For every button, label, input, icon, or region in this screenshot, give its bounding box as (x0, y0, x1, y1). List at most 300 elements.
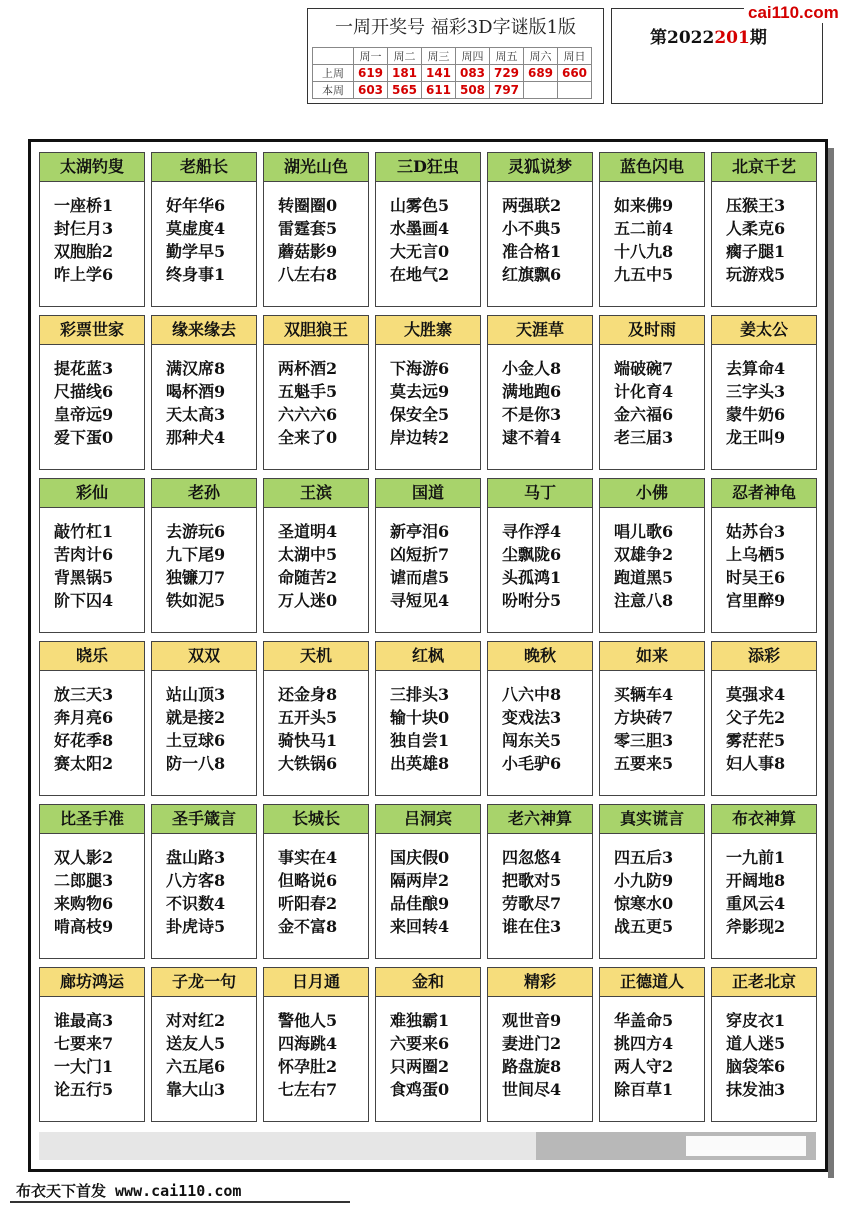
riddle-lines (712, 345, 816, 449)
riddle-line: 零三胆3 (614, 731, 674, 750)
riddle-card (599, 152, 705, 307)
riddle-line: 隔两岸2 (390, 871, 450, 890)
riddle-line: 六六六6 (278, 405, 338, 424)
draw-number: 181 (388, 65, 422, 82)
riddle-line: 还金身8 (278, 685, 338, 704)
draw-number (524, 82, 558, 99)
riddle-line: 食鸡蛋0 (390, 1080, 450, 1099)
draw-number: 729 (490, 65, 524, 82)
riddle-card (375, 804, 481, 959)
riddle-card (487, 152, 593, 307)
riddle-card (263, 152, 369, 307)
riddle-line: 五开头5 (278, 708, 338, 727)
riddle-line: 买辆车4 (614, 685, 674, 704)
riddle-line: 全来了0 (278, 428, 338, 447)
riddle-line: 骑快马1 (278, 731, 338, 750)
riddle-line: 八左右8 (278, 265, 338, 284)
riddle-line: 水墨画4 (390, 219, 450, 238)
riddle-card (151, 478, 257, 633)
riddle-card (39, 478, 145, 633)
riddle-lines (40, 997, 144, 1101)
riddle-card (487, 967, 593, 1122)
riddle-line: 满汉席8 (166, 359, 226, 378)
riddle-line: 八六中8 (502, 685, 562, 704)
riddle-line: 六五尾6 (166, 1057, 226, 1076)
riddle-card (599, 641, 705, 796)
riddle-line: 不是你3 (502, 405, 562, 424)
riddle-line: 一九前1 (726, 848, 786, 867)
riddle-lines (712, 671, 816, 775)
weekly-results-title: 一周开奖号 福彩3D字谜版1版 (334, 17, 577, 38)
riddle-line: 盘山路3 (166, 848, 226, 867)
riddle-lines (488, 997, 592, 1101)
riddle-lines (488, 508, 592, 612)
riddle-card-author: 大胜寨 (376, 316, 480, 345)
riddle-line: 两杯酒2 (278, 359, 338, 378)
riddle-line: 独镰刀7 (166, 568, 226, 587)
frame-shadow (828, 148, 834, 1178)
riddle-card (711, 804, 817, 959)
draw-number: 083 (456, 65, 490, 82)
riddle-lines (376, 997, 480, 1101)
riddle-lines (40, 671, 144, 775)
riddle-card (711, 478, 817, 633)
riddle-card-author: 国道 (376, 479, 480, 508)
riddle-line: 瘸子腿1 (726, 242, 786, 261)
riddle-card-author: 子龙一句 (152, 968, 256, 997)
riddle-card-author: 小佛 (600, 479, 704, 508)
riddle-line: 跑道黑5 (614, 568, 674, 587)
riddle-line: 方块砖7 (614, 708, 674, 727)
riddle-card-author: 天机 (264, 642, 368, 671)
riddle-lines (264, 834, 368, 938)
riddle-card-author: 彩仙 (40, 479, 144, 508)
riddle-line: 敲竹杠1 (54, 522, 114, 541)
riddle-line: 一大门1 (54, 1057, 114, 1076)
riddle-line: 凶短折7 (390, 545, 450, 564)
riddle-card (599, 967, 705, 1122)
riddle-line: 挑四方4 (614, 1034, 674, 1053)
riddle-line: 下海游6 (390, 359, 450, 378)
riddle-lines (264, 182, 368, 286)
riddle-line: 惊寒水0 (614, 894, 674, 913)
riddle-card-author: 及时雨 (600, 316, 704, 345)
riddle-line: 但略说6 (278, 871, 338, 890)
riddle-card-author: 灵狐说梦 (488, 153, 592, 182)
riddle-line: 小不典5 (502, 219, 562, 238)
riddle-lines (264, 508, 368, 612)
riddle-card-author: 老孙 (152, 479, 256, 508)
riddle-card-author: 正老北京 (712, 968, 816, 997)
riddle-line: 小毛驴6 (502, 754, 562, 773)
riddle-line: 雾茫茫5 (726, 731, 786, 750)
riddle-line: 出英雄8 (390, 754, 450, 773)
riddle-card (599, 804, 705, 959)
riddle-line: 圣道明4 (278, 522, 338, 541)
riddle-line: 品佳酿9 (390, 894, 450, 913)
riddle-line: 闯东关5 (502, 731, 562, 750)
riddle-lines (264, 997, 368, 1101)
riddle-line: 观世音9 (502, 1011, 562, 1030)
riddle-line: 双胞胎2 (54, 242, 114, 261)
riddle-line: 山雾色5 (390, 196, 450, 215)
riddle-lines (376, 345, 480, 449)
riddle-card-author: 忍者神龟 (712, 479, 816, 508)
riddle-line: 输十块0 (390, 708, 450, 727)
riddle-line: 万人迷0 (278, 591, 338, 610)
riddle-line: 放三天3 (54, 685, 114, 704)
riddle-card (263, 641, 369, 796)
riddle-lines (40, 182, 144, 286)
riddle-line: 封仨月3 (54, 219, 114, 238)
riddle-line: 那种犬4 (166, 428, 226, 447)
riddle-line: 终身事1 (166, 265, 226, 284)
riddle-lines (712, 182, 816, 286)
riddle-lines (488, 671, 592, 775)
riddle-line: 蘑菇影9 (278, 242, 338, 261)
riddle-line: 路盘旋8 (502, 1057, 562, 1076)
riddle-card (487, 804, 593, 959)
riddle-card-author: 姜太公 (712, 316, 816, 345)
riddle-card-author: 晚秋 (488, 642, 592, 671)
riddle-line: 双人影2 (54, 848, 114, 867)
riddle-line: 上乌栖5 (726, 545, 786, 564)
riddle-grid (39, 152, 819, 1130)
riddle-line: 莫强求4 (726, 685, 786, 704)
riddle-line: 四海跳4 (278, 1034, 338, 1053)
riddle-line: 妇人事8 (726, 754, 786, 773)
riddle-line: 保安全5 (390, 405, 450, 424)
riddle-lines (152, 671, 256, 775)
this-week-row (313, 82, 592, 99)
draw-number (558, 82, 592, 99)
riddle-line: 双雄争2 (614, 545, 674, 564)
riddle-line: 对对红2 (166, 1011, 226, 1030)
riddle-line: 满地跑6 (502, 382, 562, 401)
riddle-lines (376, 671, 480, 775)
riddle-card-author: 王滨 (264, 479, 368, 508)
riddle-board (28, 139, 828, 1172)
riddle-card-author: 长城长 (264, 805, 368, 834)
riddle-line: 寻短见4 (390, 591, 450, 610)
riddle-lines (152, 345, 256, 449)
riddle-line: 命随苦2 (278, 568, 338, 587)
riddle-card (487, 641, 593, 796)
riddle-line: 只两圈2 (390, 1057, 450, 1076)
site-logo: cai110.com (744, 3, 843, 23)
riddle-card-author: 廊坊鸿运 (40, 968, 144, 997)
riddle-card-author: 如来 (600, 642, 704, 671)
riddle-card-author: 三D狂虫 (376, 153, 480, 182)
riddle-line: 父子先2 (726, 708, 786, 727)
riddle-card (375, 478, 481, 633)
weekly-results-table (312, 47, 592, 99)
riddle-card (375, 967, 481, 1122)
riddle-line: 莫去远9 (390, 382, 450, 401)
draw-number: 611 (422, 82, 456, 99)
riddle-line: 防一八8 (166, 754, 226, 773)
riddle-line: 新亭泪6 (390, 522, 450, 541)
riddle-line: 国庆假0 (390, 848, 450, 867)
last-week-row (313, 65, 592, 82)
riddle-lines (600, 997, 704, 1101)
riddle-line: 姑苏台3 (726, 522, 786, 541)
riddle-lines (600, 345, 704, 449)
riddle-line: 就是接2 (166, 708, 226, 727)
issue-number: 第2022201期 (650, 28, 767, 48)
riddle-card (599, 478, 705, 633)
riddle-line: 十八九8 (614, 242, 674, 261)
riddle-card (263, 478, 369, 633)
riddle-line: 蒙牛奶6 (726, 405, 786, 424)
riddle-line: 妻进门2 (502, 1034, 562, 1053)
riddle-line: 注意八8 (614, 591, 674, 610)
riddle-card (151, 315, 257, 470)
riddle-card (375, 641, 481, 796)
riddle-line: 铁如泥5 (166, 591, 226, 610)
riddle-line: 站山顶3 (166, 685, 226, 704)
riddle-line: 重风云4 (726, 894, 786, 913)
day-header: 周日 (558, 48, 592, 65)
draw-number: 508 (456, 82, 490, 99)
riddle-card (39, 315, 145, 470)
this-week-label: 本周 (313, 82, 354, 99)
riddle-line: 尘飘陇6 (502, 545, 562, 564)
riddle-line: 尺描线6 (54, 382, 114, 401)
riddle-line: 皇帝远9 (54, 405, 114, 424)
riddle-line: 三排头3 (390, 685, 450, 704)
riddle-line: 三字头3 (726, 382, 786, 401)
riddle-card (151, 641, 257, 796)
riddle-line: 劳歌尽7 (502, 894, 562, 913)
riddle-line: 穿皮衣1 (726, 1011, 786, 1030)
riddle-line: 苦肉计6 (54, 545, 114, 564)
riddle-lines (712, 508, 816, 612)
riddle-line: 玩游戏5 (726, 265, 786, 284)
riddle-lines (376, 508, 480, 612)
footer-underline (10, 1201, 350, 1203)
riddle-lines (600, 834, 704, 938)
riddle-card-author: 彩票世家 (40, 316, 144, 345)
riddle-line: 脑袋笨6 (726, 1057, 786, 1076)
riddle-line: 事实在4 (278, 848, 338, 867)
riddle-card-author: 双双 (152, 642, 256, 671)
riddle-lines (712, 997, 816, 1101)
riddle-line: 除百草1 (614, 1080, 674, 1099)
riddle-card-author: 红枫 (376, 642, 480, 671)
riddle-line: 勤学早5 (166, 242, 226, 261)
riddle-lines (488, 182, 592, 286)
riddle-card (599, 315, 705, 470)
riddle-card (711, 315, 817, 470)
riddle-line: 来回转4 (390, 917, 450, 936)
riddle-line: 谁最高3 (54, 1011, 114, 1030)
riddle-card (39, 967, 145, 1122)
riddle-line: 小九防9 (614, 871, 674, 890)
riddle-card-author: 老船长 (152, 153, 256, 182)
riddle-line: 端破碗7 (614, 359, 674, 378)
riddle-line: 喝杯酒9 (166, 382, 226, 401)
riddle-line: 土豆球6 (166, 731, 226, 750)
riddle-line: 压猴王3 (726, 196, 786, 215)
riddle-line: 五要来5 (614, 754, 674, 773)
riddle-line: 唱儿歌6 (614, 522, 674, 541)
riddle-line: 二郎腿3 (54, 871, 114, 890)
day-header: 周二 (388, 48, 422, 65)
riddle-card-author: 老六神算 (488, 805, 592, 834)
riddle-line: 咋上学6 (54, 265, 114, 284)
riddle-line: 提花蓝3 (54, 359, 114, 378)
riddle-line: 转圈圈0 (278, 196, 338, 215)
riddle-line: 八方客8 (166, 871, 226, 890)
draw-number: 603 (354, 82, 388, 99)
riddle-line: 爱下蛋0 (54, 428, 114, 447)
riddle-line: 靠大山3 (166, 1080, 226, 1099)
riddle-card-author: 蓝色闪电 (600, 153, 704, 182)
riddle-line: 抹发油3 (726, 1080, 786, 1099)
riddle-line: 雷霆套5 (278, 219, 338, 238)
riddle-lines (40, 834, 144, 938)
riddle-line: 背黑锅5 (54, 568, 114, 587)
riddle-line: 好花季8 (54, 731, 114, 750)
issue-number-highlight: 201 (714, 28, 750, 48)
riddle-line: 听阳春2 (278, 894, 338, 913)
riddle-card (711, 152, 817, 307)
riddle-card (263, 967, 369, 1122)
riddle-card-author: 布衣神算 (712, 805, 816, 834)
riddle-line: 把歌对5 (502, 871, 562, 890)
riddle-card-author: 太湖钓叟 (40, 153, 144, 182)
riddle-lines (600, 671, 704, 775)
riddle-line: 计化育4 (614, 382, 674, 401)
riddle-card-author: 湖光山色 (264, 153, 368, 182)
riddle-line: 开阔地8 (726, 871, 786, 890)
riddle-line: 九下尾9 (166, 545, 226, 564)
draw-number: 689 (524, 65, 558, 82)
riddle-line: 五二前4 (614, 219, 674, 238)
riddle-card (487, 315, 593, 470)
riddle-line: 莫虚度4 (166, 219, 226, 238)
riddle-lines (600, 182, 704, 286)
riddle-card-author: 晓乐 (40, 642, 144, 671)
riddle-line: 卦虎诗5 (166, 917, 226, 936)
riddle-card (263, 315, 369, 470)
footer-bar (39, 1132, 816, 1160)
riddle-line: 六要来6 (390, 1034, 450, 1053)
riddle-line: 七要来7 (54, 1034, 114, 1053)
riddle-lines (712, 834, 816, 938)
draw-number: 141 (422, 65, 456, 82)
riddle-line: 岸边转2 (390, 428, 450, 447)
riddle-card (263, 804, 369, 959)
riddle-card (39, 641, 145, 796)
draw-number: 565 (388, 82, 422, 99)
riddle-line: 寻作浮4 (502, 522, 562, 541)
riddle-card-author: 缘来缘去 (152, 316, 256, 345)
riddle-line: 七左右7 (278, 1080, 338, 1099)
riddle-lines (152, 997, 256, 1101)
riddle-line: 准合格1 (502, 242, 562, 261)
riddle-line: 时吴王6 (726, 568, 786, 587)
riddle-lines (376, 182, 480, 286)
riddle-line: 头孤鸿1 (502, 568, 562, 587)
riddle-line: 华盖命5 (614, 1011, 674, 1030)
last-week-label: 上周 (313, 65, 354, 82)
riddle-line: 去游玩6 (166, 522, 226, 541)
riddle-lines (152, 834, 256, 938)
riddle-card (711, 967, 817, 1122)
riddle-lines (40, 345, 144, 449)
riddle-card (375, 315, 481, 470)
riddle-card-author: 正德道人 (600, 968, 704, 997)
riddle-line: 斧影现2 (726, 917, 786, 936)
draw-number: 619 (354, 65, 388, 82)
riddle-line: 世间尽4 (502, 1080, 562, 1099)
riddle-line: 独自尝1 (390, 731, 450, 750)
riddle-line: 红旗飘6 (502, 265, 562, 284)
riddle-lines (600, 508, 704, 612)
riddle-line: 两人守2 (614, 1057, 674, 1076)
day-header: 周五 (490, 48, 524, 65)
riddle-card (711, 641, 817, 796)
riddle-line: 金不富8 (278, 917, 338, 936)
riddle-line: 老三届3 (614, 428, 674, 447)
weekly-results-panel (307, 8, 604, 104)
days-row (313, 48, 592, 65)
riddle-line: 逮不着4 (502, 428, 562, 447)
riddle-line: 四五后3 (614, 848, 674, 867)
riddle-line: 送友人5 (166, 1034, 226, 1053)
riddle-line: 道人迷5 (726, 1034, 786, 1053)
riddle-lines (488, 834, 592, 938)
riddle-line: 去算命4 (726, 359, 786, 378)
riddle-card (151, 967, 257, 1122)
riddle-lines (40, 508, 144, 612)
riddle-line: 五魁手5 (278, 382, 338, 401)
riddle-card-author: 北京千艺 (712, 153, 816, 182)
draw-number: 797 (490, 82, 524, 99)
riddle-card-author: 精彩 (488, 968, 592, 997)
riddle-line: 怀孕肚2 (278, 1057, 338, 1076)
riddle-card (151, 804, 257, 959)
riddle-line: 不识数4 (166, 894, 226, 913)
riddle-lines (488, 345, 592, 449)
footer-bar-blank (686, 1136, 806, 1156)
riddle-line: 大无言0 (390, 242, 450, 261)
riddle-card-author: 日月通 (264, 968, 368, 997)
riddle-line: 天太高3 (166, 405, 226, 424)
riddle-line: 在地气2 (390, 265, 450, 284)
riddle-line: 一座桥1 (54, 196, 114, 215)
riddle-line: 金六福6 (614, 405, 674, 424)
riddle-lines (376, 834, 480, 938)
riddle-line: 奔月亮6 (54, 708, 114, 727)
riddle-line: 如来佛9 (614, 196, 674, 215)
riddle-line: 四忽悠4 (502, 848, 562, 867)
riddle-line: 阶下囚4 (54, 591, 114, 610)
riddle-lines (264, 345, 368, 449)
riddle-line: 谁在住3 (502, 917, 562, 936)
draw-number: 660 (558, 65, 592, 82)
riddle-card-author: 添彩 (712, 642, 816, 671)
riddle-line: 好年华6 (166, 196, 226, 215)
day-header: 周四 (456, 48, 490, 65)
day-header: 周三 (422, 48, 456, 65)
riddle-line: 论五行5 (54, 1080, 114, 1099)
riddle-line: 变戏法3 (502, 708, 562, 727)
riddle-line: 太湖中5 (278, 545, 338, 564)
riddle-line: 九五中5 (614, 265, 674, 284)
